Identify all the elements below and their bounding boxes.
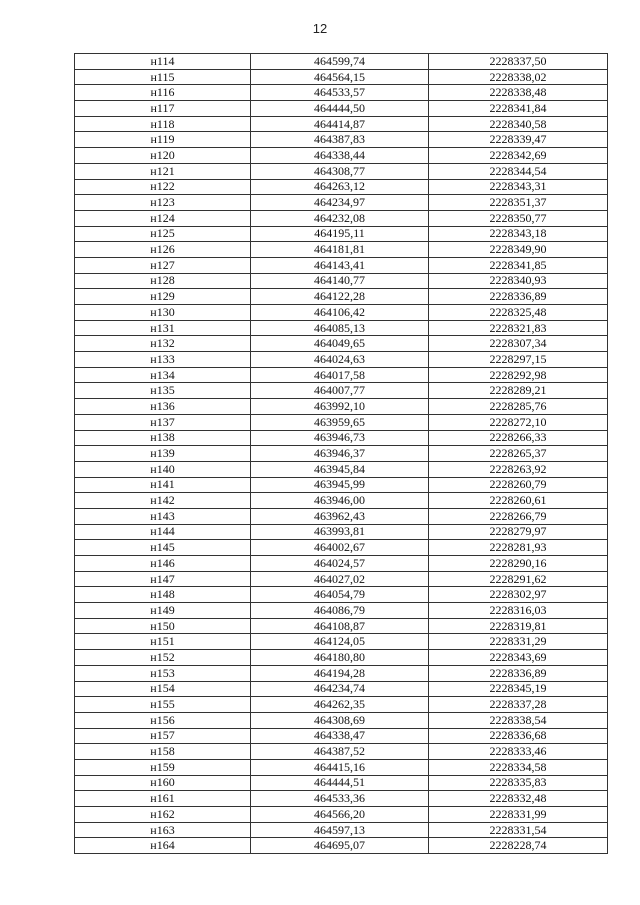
y-coordinate-cell: 2228345,19 [429, 681, 608, 697]
y-coordinate-cell: 2228265,37 [429, 446, 608, 462]
point-name-cell: н135 [75, 383, 251, 399]
point-name-cell: н148 [75, 587, 251, 603]
table-row [75, 399, 608, 415]
y-coordinate-cell: 2228263,92 [429, 461, 608, 477]
y-coordinate-cell: 2228297,15 [429, 352, 608, 368]
table-row [75, 242, 608, 258]
point-name-cell: н149 [75, 603, 251, 619]
table-row [75, 367, 608, 383]
x-coordinate-cell: 464387,83 [251, 132, 429, 148]
y-coordinate-cell: 2228337,28 [429, 697, 608, 713]
table-row [75, 744, 608, 760]
point-name-cell: н121 [75, 163, 251, 179]
y-coordinate-cell: 2228341,84 [429, 101, 608, 117]
x-coordinate-cell: 464444,50 [251, 101, 429, 117]
point-name-cell: н157 [75, 728, 251, 744]
table-row [75, 289, 608, 305]
x-coordinate-cell: 464338,47 [251, 728, 429, 744]
table-row [75, 179, 608, 195]
x-coordinate-cell: 464140,77 [251, 273, 429, 289]
x-coordinate-cell: 464143,41 [251, 257, 429, 273]
y-coordinate-cell: 2228335,83 [429, 775, 608, 791]
y-coordinate-cell: 2228332,48 [429, 791, 608, 807]
table-row [75, 430, 608, 446]
point-name-cell: н160 [75, 775, 251, 791]
x-coordinate-cell: 464444,51 [251, 775, 429, 791]
x-coordinate-cell: 464002,67 [251, 540, 429, 556]
y-coordinate-cell: 2228349,90 [429, 242, 608, 258]
y-coordinate-cell: 2228319,81 [429, 618, 608, 634]
x-coordinate-cell: 464533,57 [251, 85, 429, 101]
point-name-cell: н155 [75, 697, 251, 713]
y-coordinate-cell: 2228331,54 [429, 822, 608, 838]
table-row [75, 556, 608, 572]
y-coordinate-cell: 2228344,54 [429, 163, 608, 179]
x-coordinate-cell: 463992,10 [251, 399, 429, 415]
table-row [75, 838, 608, 854]
table-row [75, 571, 608, 587]
y-coordinate-cell: 2228343,31 [429, 179, 608, 195]
point-name-cell: н156 [75, 712, 251, 728]
point-name-cell: н119 [75, 132, 251, 148]
point-name-cell: н124 [75, 210, 251, 226]
point-name-cell: н163 [75, 822, 251, 838]
x-coordinate-cell: 464180,80 [251, 650, 429, 666]
point-name-cell: н131 [75, 320, 251, 336]
table-row [75, 195, 608, 211]
point-name-cell: н140 [75, 461, 251, 477]
point-name-cell: н115 [75, 69, 251, 85]
x-coordinate-cell: 463993,81 [251, 524, 429, 540]
y-coordinate-cell: 2228272,10 [429, 414, 608, 430]
x-coordinate-cell: 463959,65 [251, 414, 429, 430]
table-row [75, 603, 608, 619]
point-name-cell: н139 [75, 446, 251, 462]
y-coordinate-cell: 2228339,47 [429, 132, 608, 148]
point-name-cell: н142 [75, 493, 251, 509]
x-coordinate-cell: 463946,73 [251, 430, 429, 446]
y-coordinate-cell: 2228307,34 [429, 336, 608, 352]
point-name-cell: н125 [75, 226, 251, 242]
point-name-cell: н162 [75, 807, 251, 823]
x-coordinate-cell: 464195,11 [251, 226, 429, 242]
point-name-cell: н117 [75, 101, 251, 117]
point-name-cell: н116 [75, 85, 251, 101]
y-coordinate-cell: 2228334,58 [429, 759, 608, 775]
x-coordinate-cell: 463945,99 [251, 477, 429, 493]
x-coordinate-cell: 464085,13 [251, 320, 429, 336]
table-row [75, 132, 608, 148]
point-name-cell: н146 [75, 556, 251, 572]
x-coordinate-cell: 464338,44 [251, 148, 429, 164]
x-coordinate-cell: 464414,87 [251, 116, 429, 132]
y-coordinate-cell: 2228289,21 [429, 383, 608, 399]
x-coordinate-cell: 463962,43 [251, 508, 429, 524]
table-row [75, 210, 608, 226]
table-row [75, 414, 608, 430]
point-name-cell: н158 [75, 744, 251, 760]
point-name-cell: н150 [75, 618, 251, 634]
point-name-cell: н128 [75, 273, 251, 289]
coordinates-table [74, 53, 608, 854]
y-coordinate-cell: 2228336,68 [429, 728, 608, 744]
y-coordinate-cell: 2228343,18 [429, 226, 608, 242]
x-coordinate-cell: 464415,16 [251, 759, 429, 775]
y-coordinate-cell: 2228342,69 [429, 148, 608, 164]
x-coordinate-cell: 464049,65 [251, 336, 429, 352]
y-coordinate-cell: 2228333,46 [429, 744, 608, 760]
table-row [75, 226, 608, 242]
y-coordinate-cell: 2228302,97 [429, 587, 608, 603]
point-name-cell: н134 [75, 367, 251, 383]
point-name-cell: н129 [75, 289, 251, 305]
point-name-cell: н132 [75, 336, 251, 352]
y-coordinate-cell: 2228316,03 [429, 603, 608, 619]
table-row [75, 634, 608, 650]
point-name-cell: н136 [75, 399, 251, 415]
y-coordinate-cell: 2228285,76 [429, 399, 608, 415]
table-row [75, 807, 608, 823]
point-name-cell: н145 [75, 540, 251, 556]
x-coordinate-cell: 464234,74 [251, 681, 429, 697]
point-name-cell: н147 [75, 571, 251, 587]
table-row [75, 618, 608, 634]
point-name-cell: н130 [75, 305, 251, 321]
x-coordinate-cell: 464108,87 [251, 618, 429, 634]
x-coordinate-cell: 464232,08 [251, 210, 429, 226]
table-row [75, 257, 608, 273]
table-row [75, 320, 608, 336]
point-name-cell: н141 [75, 477, 251, 493]
page-number: 12 [312, 21, 328, 36]
y-coordinate-cell: 2228340,93 [429, 273, 608, 289]
x-coordinate-cell: 464308,77 [251, 163, 429, 179]
table-row [75, 148, 608, 164]
table-row [75, 116, 608, 132]
x-coordinate-cell: 464263,12 [251, 179, 429, 195]
point-name-cell: н114 [75, 54, 251, 70]
y-coordinate-cell: 2228351,37 [429, 195, 608, 211]
x-coordinate-cell: 463945,84 [251, 461, 429, 477]
point-name-cell: н152 [75, 650, 251, 666]
table-row [75, 524, 608, 540]
table-row [75, 822, 608, 838]
point-name-cell: н154 [75, 681, 251, 697]
table-row [75, 163, 608, 179]
y-coordinate-cell: 2228266,33 [429, 430, 608, 446]
table-row [75, 477, 608, 493]
y-coordinate-cell: 2228260,61 [429, 493, 608, 509]
x-coordinate-cell: 464124,05 [251, 634, 429, 650]
point-name-cell: н138 [75, 430, 251, 446]
point-name-cell: н118 [75, 116, 251, 132]
x-coordinate-cell: 464024,63 [251, 352, 429, 368]
y-coordinate-cell: 2228338,02 [429, 69, 608, 85]
table-row [75, 775, 608, 791]
point-name-cell: н133 [75, 352, 251, 368]
x-coordinate-cell: 464027,02 [251, 571, 429, 587]
x-coordinate-cell: 464262,35 [251, 697, 429, 713]
x-coordinate-cell: 464024,57 [251, 556, 429, 572]
y-coordinate-cell: 2228340,58 [429, 116, 608, 132]
x-coordinate-cell: 464533,36 [251, 791, 429, 807]
x-coordinate-cell: 463946,37 [251, 446, 429, 462]
x-coordinate-cell: 463946,00 [251, 493, 429, 509]
point-name-cell: н143 [75, 508, 251, 524]
x-coordinate-cell: 464564,15 [251, 69, 429, 85]
x-coordinate-cell: 464122,28 [251, 289, 429, 305]
table-row [75, 352, 608, 368]
point-name-cell: н161 [75, 791, 251, 807]
y-coordinate-cell: 2228260,79 [429, 477, 608, 493]
table-row [75, 681, 608, 697]
x-coordinate-cell: 464566,20 [251, 807, 429, 823]
table-row [75, 383, 608, 399]
table-row [75, 650, 608, 666]
x-coordinate-cell: 464387,52 [251, 744, 429, 760]
point-name-cell: н164 [75, 838, 251, 854]
y-coordinate-cell: 2228281,93 [429, 540, 608, 556]
table-row [75, 101, 608, 117]
x-coordinate-cell: 464695,07 [251, 838, 429, 854]
table-row [75, 69, 608, 85]
x-coordinate-cell: 464597,13 [251, 822, 429, 838]
table-row [75, 54, 608, 70]
table-row [75, 587, 608, 603]
point-name-cell: н151 [75, 634, 251, 650]
table-row [75, 461, 608, 477]
table-row [75, 273, 608, 289]
point-name-cell: н144 [75, 524, 251, 540]
table-row [75, 85, 608, 101]
x-coordinate-cell: 464054,79 [251, 587, 429, 603]
table-row [75, 712, 608, 728]
point-name-cell: н120 [75, 148, 251, 164]
y-coordinate-cell: 2228292,98 [429, 367, 608, 383]
x-coordinate-cell: 464086,79 [251, 603, 429, 619]
y-coordinate-cell: 2228336,89 [429, 665, 608, 681]
point-name-cell: н126 [75, 242, 251, 258]
x-coordinate-cell: 464007,77 [251, 383, 429, 399]
x-coordinate-cell: 464599,74 [251, 54, 429, 70]
y-coordinate-cell: 2228341,85 [429, 257, 608, 273]
y-coordinate-cell: 2228337,50 [429, 54, 608, 70]
table-row [75, 493, 608, 509]
table-row [75, 759, 608, 775]
y-coordinate-cell: 2228331,99 [429, 807, 608, 823]
y-coordinate-cell: 2228331,29 [429, 634, 608, 650]
y-coordinate-cell: 2228343,69 [429, 650, 608, 666]
x-coordinate-cell: 464234,97 [251, 195, 429, 211]
x-coordinate-cell: 464181,81 [251, 242, 429, 258]
y-coordinate-cell: 2228336,89 [429, 289, 608, 305]
x-coordinate-cell: 464106,42 [251, 305, 429, 321]
y-coordinate-cell: 2228325,48 [429, 305, 608, 321]
table-row [75, 305, 608, 321]
table-row [75, 508, 608, 524]
y-coordinate-cell: 2228279,97 [429, 524, 608, 540]
point-name-cell: н127 [75, 257, 251, 273]
point-name-cell: н137 [75, 414, 251, 430]
table-row [75, 665, 608, 681]
y-coordinate-cell: 2228338,54 [429, 712, 608, 728]
x-coordinate-cell: 464194,28 [251, 665, 429, 681]
table-row [75, 540, 608, 556]
x-coordinate-cell: 464308,69 [251, 712, 429, 728]
y-coordinate-cell: 2228291,62 [429, 571, 608, 587]
table-row [75, 728, 608, 744]
table-row [75, 446, 608, 462]
y-coordinate-cell: 2228290,16 [429, 556, 608, 572]
y-coordinate-cell: 2228350,77 [429, 210, 608, 226]
point-name-cell: н153 [75, 665, 251, 681]
table-row [75, 791, 608, 807]
point-name-cell: н122 [75, 179, 251, 195]
y-coordinate-cell: 2228338,48 [429, 85, 608, 101]
y-coordinate-cell: 2228321,83 [429, 320, 608, 336]
x-coordinate-cell: 464017,58 [251, 367, 429, 383]
coordinates-table-body [75, 54, 608, 854]
point-name-cell: н159 [75, 759, 251, 775]
table-row [75, 697, 608, 713]
point-name-cell: н123 [75, 195, 251, 211]
y-coordinate-cell: 2228266,79 [429, 508, 608, 524]
table-row [75, 336, 608, 352]
y-coordinate-cell: 2228228,74 [429, 838, 608, 854]
